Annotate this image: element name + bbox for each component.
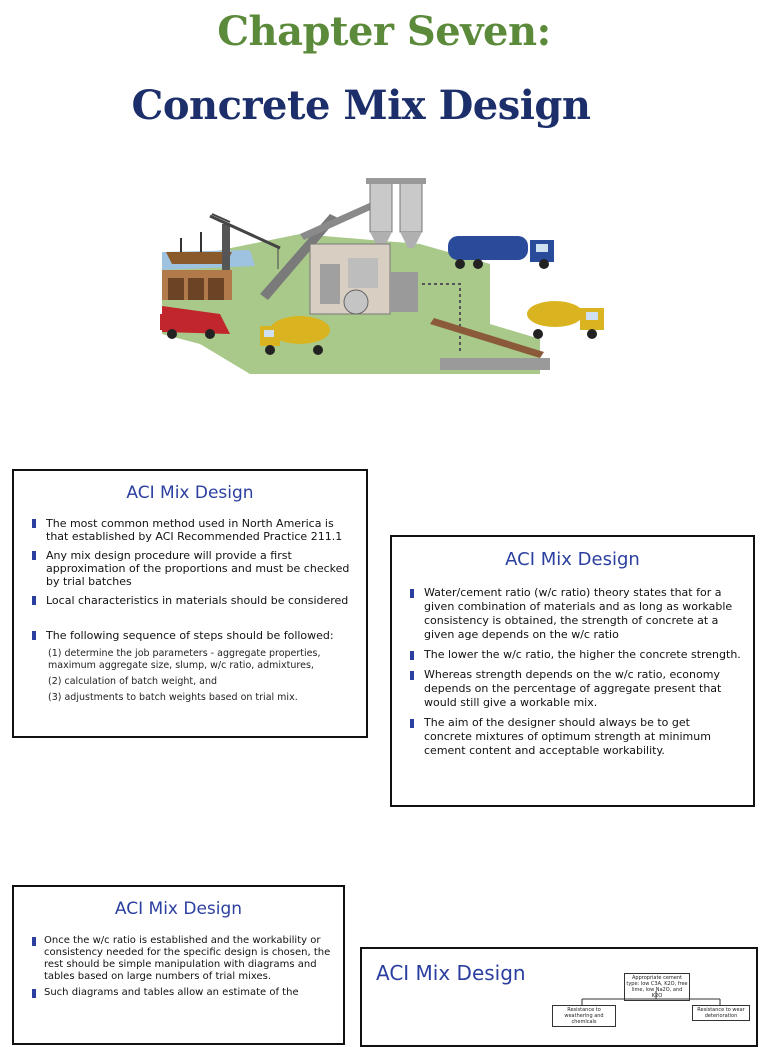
- bullet-list: [392, 586, 753, 758]
- slide-title: ACI Mix Design: [114, 899, 243, 919]
- bullet-icon: [32, 937, 36, 946]
- slide-title: ACI Mix Design: [126, 483, 254, 503]
- list-item: The lower the w/c ratio, the higher the concrete strength.: [410, 648, 741, 662]
- step-item: (3) adjustments to batch weights based on trial mix.: [48, 692, 298, 703]
- slide-aci-mix-design-2: [390, 535, 755, 807]
- bullet-icon: [410, 589, 414, 598]
- bullet-icon: [32, 551, 36, 560]
- list-item: Such diagrams and tables allow an estimate of the: [32, 987, 333, 999]
- slide-aci-mix-design-3: [12, 885, 345, 1045]
- flowchart-box: Appropriate cement type: low C3A, K2O, free lime, low Na2O, and K2O: [624, 973, 690, 1001]
- bullet-list: [14, 935, 343, 999]
- bullet-icon: [410, 651, 414, 660]
- list-item: The following sequence of steps should be followed:: [32, 629, 354, 642]
- slide-title: ACI Mix Design: [505, 549, 640, 570]
- tanker-truck-icon: [448, 236, 554, 269]
- spacer: [32, 613, 354, 623]
- document-title: Concrete Mix Design: [131, 82, 591, 129]
- list-item: Once the w/c ratio is established and the workability or consistency needed for the specific design is chosen, the rest should be simple manipulation with diagrams and tables based on large numbers of trial mixes.: [32, 935, 333, 983]
- bullet-list: [14, 517, 366, 642]
- bullet-icon: [410, 719, 414, 728]
- list-item: Local characteristics in materials should be considered: [32, 594, 354, 607]
- flowchart-box: Resistance to weathering and chemicals: [552, 1005, 616, 1027]
- slide-aci-mix-design-1: [12, 469, 368, 738]
- bullet-icon: [32, 989, 36, 998]
- mixer-truck-right-icon: [527, 301, 604, 339]
- bullet-icon: [410, 671, 414, 680]
- flowchart-box: Resistance to wear deterioration: [692, 1005, 750, 1021]
- concrete-plant-illustration: [160, 174, 612, 374]
- chapter-heading: Chapter Seven:: [217, 8, 551, 55]
- bullet-icon: [32, 631, 36, 640]
- list-item: Water/cement ratio (w/c ratio) theory states that for a given combination of materials and as long as workable consistency is obtained, the strength of concrete at a given age depends on the w/c ratio: [410, 586, 741, 642]
- slide-aci-mix-design-4: [360, 947, 758, 1047]
- step-item: (1) determine the job parameters - aggregate properties, maximum aggregate size, slump, w/c ratio, admixtures,: [48, 648, 321, 671]
- step-item: (2) calculation of batch weight, and: [48, 676, 218, 687]
- list-item: The aim of the designer should always be to get concrete mixtures of optimum strength at minimum cement content and acceptable workability.: [410, 716, 741, 758]
- cement-silos-icon: [366, 178, 426, 248]
- slide-title: ACI Mix Design: [376, 961, 526, 985]
- bullet-icon: [32, 596, 36, 605]
- list-item: Any mix design procedure will provide a first approximation of the proportions and must be checked by trial batches: [32, 549, 354, 588]
- list-item: The most common method used in North America is that established by ACI Recommended Practice 211.1: [32, 517, 354, 543]
- aggregate-bins-icon: [162, 270, 232, 300]
- flowchart-connectors: [362, 949, 758, 1047]
- list-item: Whereas strength depends on the w/c ratio, economy depends on the percentage of aggregate present that would still give a workable mix.: [410, 668, 741, 710]
- bullet-icon: [32, 519, 36, 528]
